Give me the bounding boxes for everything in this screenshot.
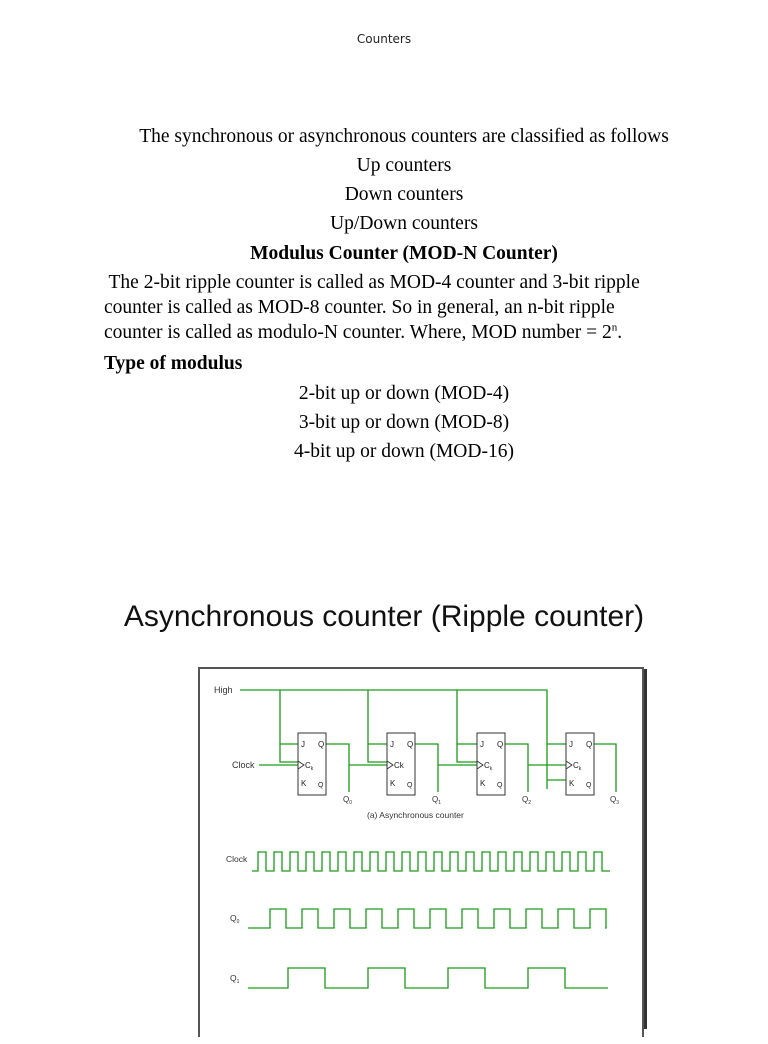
counter-type-down: Down counters <box>344 184 464 205</box>
type-heading: Type of modulus <box>104 353 243 374</box>
svg-text:Q: Q <box>318 782 324 789</box>
counter-type-up: Up counters <box>356 155 452 176</box>
svg-text:Ck: $C_k$ <box>305 761 314 772</box>
counter-type-updown: Up/Down counters <box>330 213 478 234</box>
slide-title: Asynchronous counter (Ripple counter) <box>123 600 645 633</box>
svg-text:K: K <box>569 779 575 788</box>
figure-caption: (a) Asynchronous counter <box>367 810 464 820</box>
flip-flop-0 <box>298 733 326 795</box>
waveform-label-q1 <box>230 973 240 985</box>
output-label-q1 <box>432 795 441 806</box>
svg-text:K: K <box>480 779 486 788</box>
clock-input-label: Clock <box>232 760 255 770</box>
svg-text:K: K <box>301 779 307 788</box>
page-header: Counters <box>356 32 412 46</box>
output-label-q2 <box>522 795 531 806</box>
svg-text:K: K <box>390 779 396 788</box>
output-label-q3 <box>610 795 619 806</box>
svg-text:Q: Q <box>586 782 592 789</box>
svg-text:Q: Q <box>497 782 503 789</box>
svg-text:Q2: $Q_2$ <box>522 795 532 806</box>
svg-text:Ck: $C_k$ <box>573 761 582 772</box>
svg-text:J: J <box>390 740 394 749</box>
svg-text:Q0: $Q_0$ <box>230 913 240 925</box>
modulus-item-4bit: 4-bit up or down (MOD-16) <box>294 441 514 462</box>
modulus-para-line-3-text: counter is called as modulo-N counter. Where, MOD number = 2 <box>104 322 612 343</box>
svg-text:Ck: Ck <box>394 761 404 770</box>
flip-flop-2 <box>477 733 505 795</box>
ripple-counter-diagram <box>200 669 646 1039</box>
svg-text:J: J <box>480 740 484 749</box>
modulus-para-line-3 <box>104 320 704 345</box>
modulus-para-period: . <box>617 322 623 343</box>
modulus-para-line-2: counter is called as MOD-8 counter. So in general, an n-bit ripple <box>104 297 615 318</box>
modulus-para-line-1: The 2-bit ripple counter is called as MOD-4 counter and 3-bit ripple <box>104 272 640 293</box>
svg-text:Q1: $Q_1$ <box>432 795 442 806</box>
waveform-label-clock <box>226 854 248 864</box>
flip-flop-group <box>298 733 594 795</box>
svg-text:Q: Q <box>407 782 413 789</box>
waveform-label-q0 <box>230 913 240 925</box>
svg-text:Q: Q <box>407 740 414 749</box>
modulus-item-2bit: 2-bit up or down (MOD-4) <box>298 383 510 404</box>
svg-text:Clock: Clock <box>226 854 248 864</box>
modulus-exponent: n <box>611 321 618 334</box>
svg-text:Q: Q <box>318 740 325 749</box>
svg-text:Q: Q <box>497 740 504 749</box>
svg-text:Q0: $Q_0$ <box>343 795 353 806</box>
intro-text: The synchronous or asynchronous counters are classified as follows <box>139 126 669 147</box>
svg-text:J: J <box>569 740 573 749</box>
flip-flop-1 <box>387 733 415 795</box>
modulus-paragraph <box>104 270 704 345</box>
modulus-item-3bit: 3-bit up or down (MOD-8) <box>298 412 510 433</box>
svg-text:Q1: $Q_1$ <box>230 973 240 985</box>
svg-text:Q: Q <box>586 740 593 749</box>
svg-text:Q3: $Q_3$ <box>610 795 620 806</box>
output-label-q0 <box>343 795 352 806</box>
ripple-counter-figure <box>198 667 644 1037</box>
svg-text:J: J <box>301 740 305 749</box>
svg-text:Ck: $C_k$ <box>484 761 493 772</box>
flip-flop-3 <box>566 733 594 795</box>
modulus-heading: Modulus Counter (MOD-N Counter) <box>250 243 558 264</box>
high-label: High <box>214 685 233 695</box>
